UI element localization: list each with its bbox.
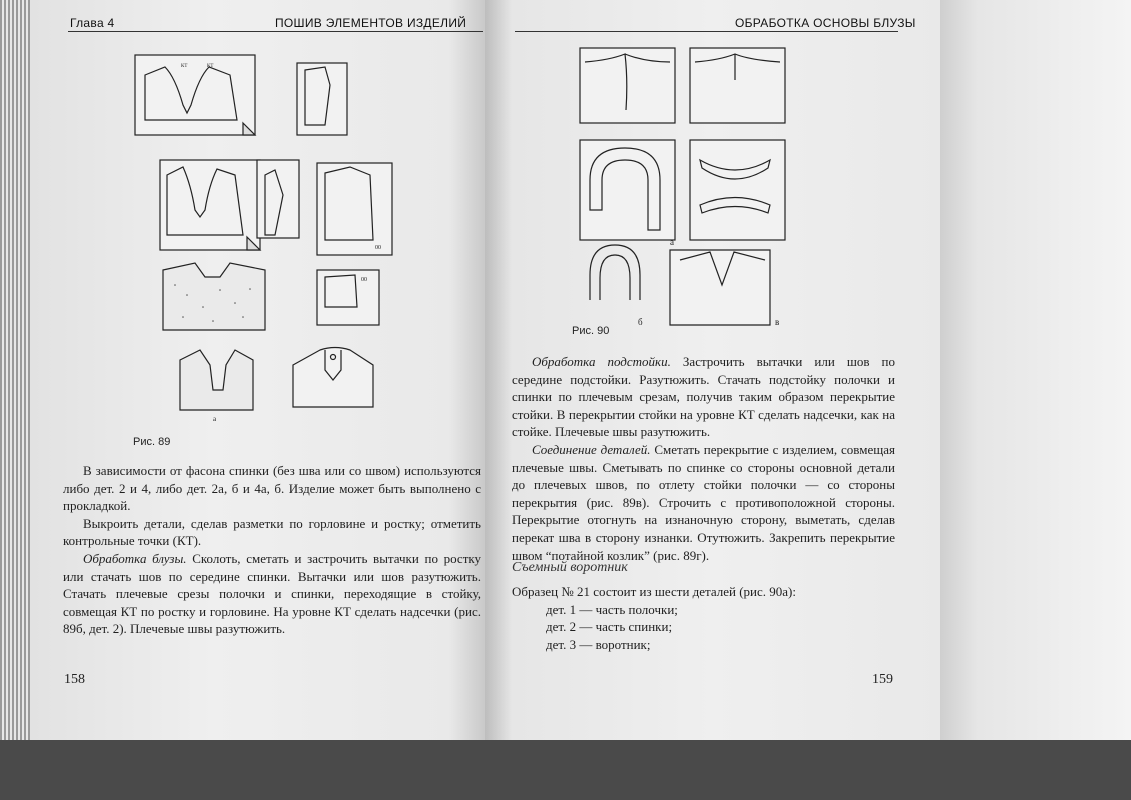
figure-90 (570, 40, 795, 330)
svg-text:а: а (670, 237, 674, 247)
svg-text:00: 00 (361, 277, 367, 283)
figure-89-caption: Рис. 89 (133, 436, 171, 448)
paragraph-lead: Обработка подстойки. (532, 354, 671, 369)
right-page (485, 0, 940, 740)
paragraph (512, 441, 895, 564)
right-body-text (512, 353, 895, 564)
paragraph-lead: Обработка блузы. (83, 550, 187, 566)
scanner-shadow (0, 740, 1131, 800)
list-item: дет. 3 — воротник; (546, 636, 651, 652)
paragraph-text: Застрочить вытачки или шов по середине подстойки. Разутюжить. Стачать подстойку полочки и спинки по плечевым срезам, получив таким образом перекрытие стойки. В перекрытии стойки на уровне КТ сделать надсечки, как на стойке. Плечевые швы разутюжить. (512, 354, 895, 440)
header-rule (515, 31, 898, 32)
paragraph-lead: Соединение деталей. (532, 441, 651, 457)
svg-text:КТ: КТ (181, 64, 188, 69)
figure-89 (125, 45, 470, 435)
paragraph-text: Сметать перекрытие с изделием, совмещая плечевые швы. Сметывать по спинке со стороны основной детали до плечевых швов, по отлету стойки полочки — со стороны перекрытия (рис. 89в). Строчить с противоположной стороны. Перекрытие отогнуть на изнаночную сторону, выметать, сделав перекат шва в сторону изнанки. Отутюжить. Закрепить перекрытие швом “потайной козлик” (рис. 89г). (512, 441, 895, 563)
list-item: дет. 1 — часть полочки; (546, 601, 678, 617)
svg-text:б: б (638, 317, 643, 327)
left-body-text (63, 462, 481, 638)
header-rule (68, 31, 483, 32)
svg-text:в: в (775, 317, 780, 327)
page-number-right: 159 (872, 672, 893, 687)
list-item: дет. 2 — часть спинки; (546, 619, 673, 635)
svg-text:КТ: КТ (207, 64, 214, 69)
paragraph (63, 515, 481, 550)
paragraph-text: Сколоть, сметать и застрочить вытачки по ростку или стачать шов по середине спинки. Вытачки или шов разутюжить. Стачать плечевые срезы полочки и спинки, переходящие в стойку, совмещая КТ по ростку и горловине. На уровне КТ сделать надсечки (рис. 89б, дет. 2). Плечевые швы разутюжить. (63, 550, 482, 637)
paragraph-text: В зависимости от фасона спинки (без шва или со швом) используются либо дет. 2 и 4, либо дет. 2а, б и 4а, б. Изделие может быть выполнено с прокладкой. (63, 463, 481, 514)
paragraph-text: Выкроить детали, сделав разметки по горловине и ростку; отметить контрольные точки (КТ). (63, 515, 481, 549)
paragraph (63, 462, 481, 515)
left-page (30, 0, 485, 740)
section-heading: Съемный воротник (512, 560, 628, 575)
book-page-edges (0, 0, 30, 740)
list-intro: Образец № 21 состоит из шести деталей (рис. 90а): (512, 584, 796, 599)
right-running-title: ОБРАБОТКА ОСНОВЫ БЛУЗЫ (735, 16, 916, 30)
svg-text:00: 00 (375, 245, 381, 251)
paragraph (63, 550, 481, 638)
page-number-left: 158 (64, 672, 85, 687)
chapter-label: Глава 4 (70, 16, 115, 30)
detail-list (512, 583, 895, 653)
left-running-title: ПОШИВ ЭЛЕМЕНТОВ ИЗДЕЛИЙ (275, 16, 467, 30)
scanner-bed (940, 0, 1131, 800)
svg-text:а: а (213, 415, 217, 423)
figure-90-caption: Рис. 90 (572, 325, 610, 337)
paragraph (512, 353, 895, 441)
